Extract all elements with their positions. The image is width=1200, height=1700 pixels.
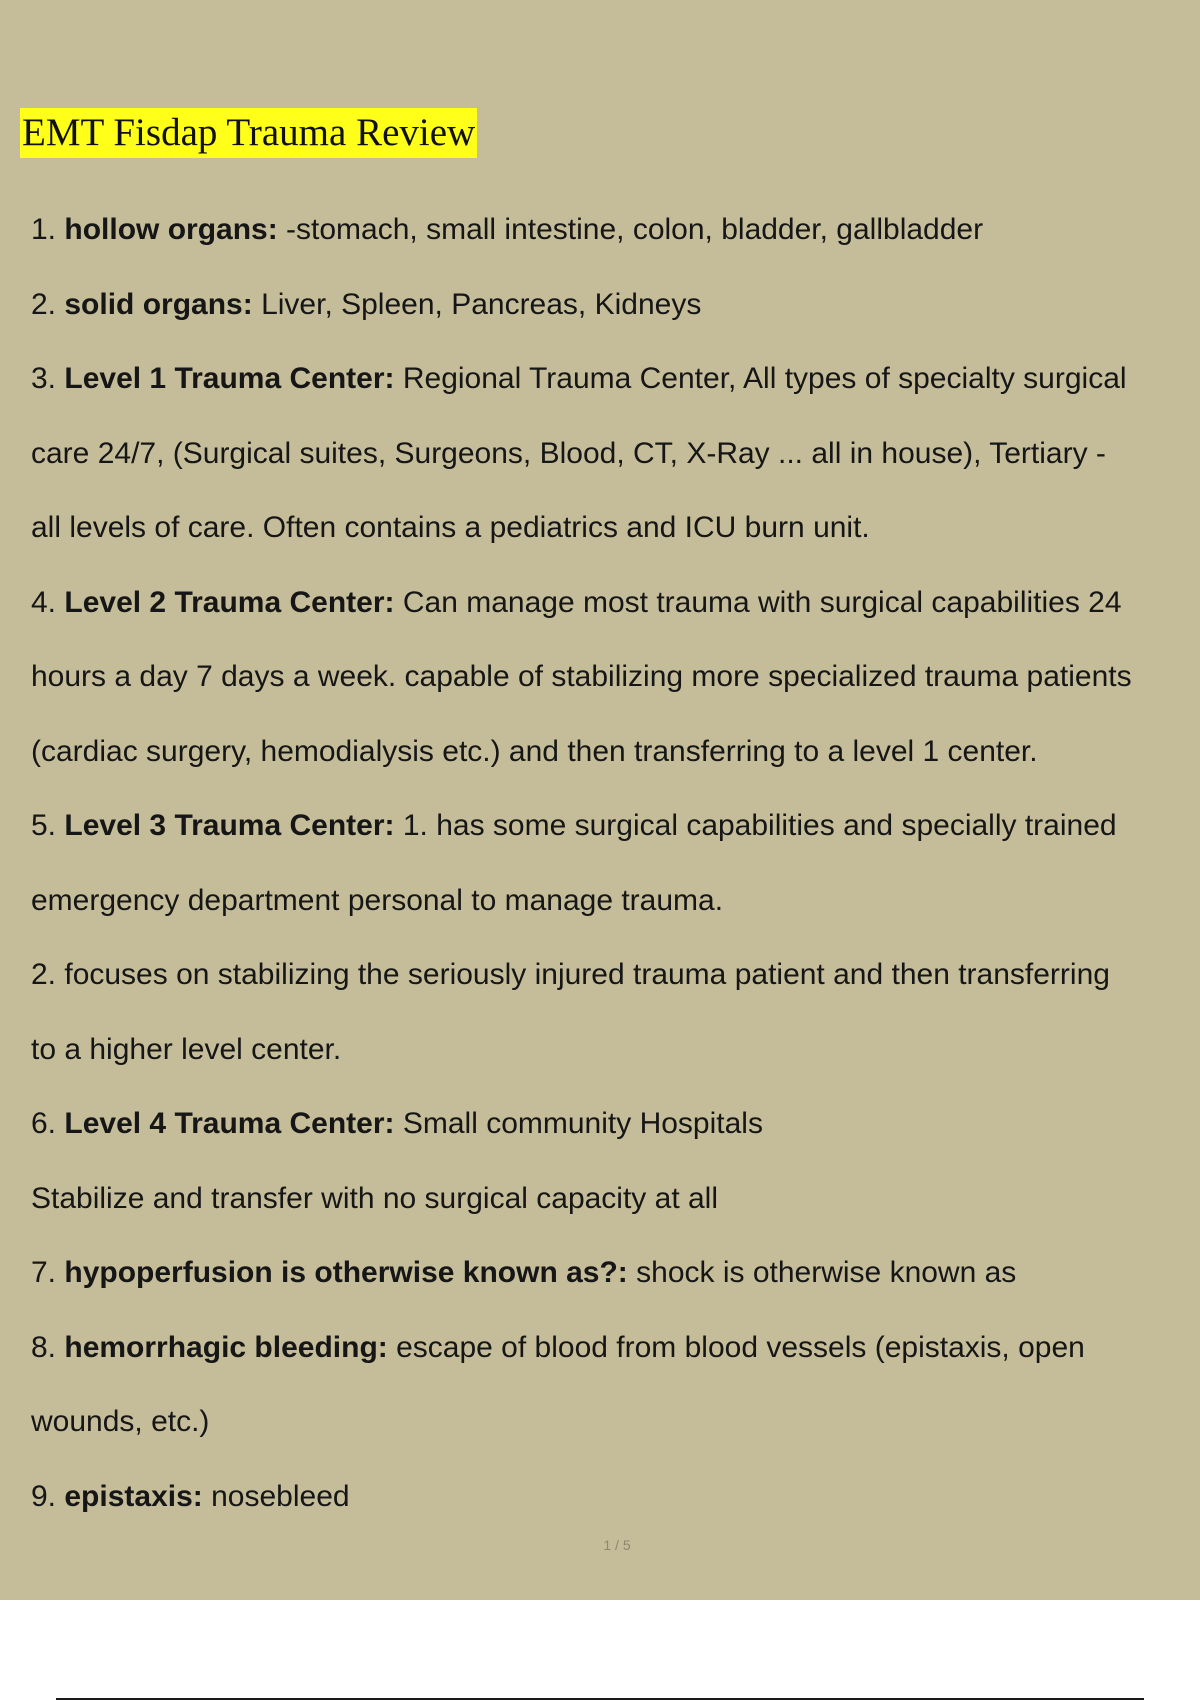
entry-number: 5. <box>31 809 57 842</box>
entry-number: 1. <box>31 213 57 246</box>
entry-2 <box>31 268 1196 343</box>
entry-7 <box>31 1236 1196 1311</box>
entry-definition-continued: Stabilize and transfer with no surgical capacity at all <box>31 1181 719 1215</box>
entry-3 <box>31 342 1196 566</box>
entry-definition: 1. has some surgical capabilities and specially trained <box>394 809 1117 842</box>
entry-definition: nosebleed <box>202 1479 350 1513</box>
flashcard-list <box>31 193 1196 1534</box>
entry-line <box>31 1236 1196 1311</box>
entry-8 <box>31 1311 1196 1460</box>
entry-term: hemorrhagic bleeding: <box>64 1330 388 1364</box>
entry-definition-continued: emergency department personal to manage trauma. <box>31 883 724 917</box>
page-indicator: 1 / 5 <box>603 1537 631 1553</box>
entry-number: 9. <box>31 1479 57 1513</box>
entry-1 <box>31 193 1196 268</box>
entry-line <box>31 1087 1196 1162</box>
entry-4 <box>31 566 1196 790</box>
entry-definition-continued: (cardiac surgery, hemodialysis etc.) and then transferring to a level 1 center. <box>31 734 1038 768</box>
entry-definition-continued: wounds, etc.) <box>31 1405 210 1438</box>
entry-definition: Regional Trauma Center, All types of specialty surgical <box>394 362 1127 395</box>
entry-number: 6. <box>31 1107 57 1140</box>
entry-definition-continued: 2. focuses on stabilizing the seriously injured trauma patient and then transferring <box>31 958 1110 991</box>
entry-9 <box>31 1460 1196 1535</box>
document-title: EMT Fisdap Trauma Review <box>20 108 477 158</box>
entry-term: Level 4 Trauma Center: <box>64 1107 395 1140</box>
entry-line <box>31 342 1196 417</box>
entry-line <box>31 789 1196 864</box>
entry-term: hypoperfusion is otherwise known as?: <box>64 1256 628 1289</box>
entry-5 <box>31 789 1196 1087</box>
entry-term: solid organs: <box>64 287 253 321</box>
entry-term: Level 1 Trauma Center: <box>64 362 395 395</box>
entry-6 <box>31 1087 1196 1236</box>
entry-definition-continued: care 24/7, (Surgical suites, Surgeons, Blood, CT, X-Ray ... all in house), Tertiary - <box>31 436 1106 470</box>
entry-line <box>31 1460 1196 1535</box>
entry-number: 7. <box>31 1256 57 1289</box>
entry-definition: shock is otherwise known as <box>627 1256 1017 1289</box>
entry-definition-continued: hours a day 7 days a week. capable of stabilizing more specialized trauma patients <box>31 660 1132 693</box>
entry-number: 3. <box>31 362 57 395</box>
entry-line <box>31 566 1196 641</box>
entry-line <box>31 268 1196 343</box>
entry-term: Level 3 Trauma Center: <box>64 809 395 842</box>
entry-term: epistaxis: <box>64 1479 203 1513</box>
entry-definition-continued: all levels of care. Often contains a pediatrics and ICU burn unit. <box>31 511 870 544</box>
entry-number: 8. <box>31 1330 57 1364</box>
entry-definition: Small community Hospitals <box>394 1107 763 1140</box>
entry-definition: Can manage most trauma with surgical capabilities 24 <box>394 585 1122 619</box>
entry-line <box>31 1311 1196 1386</box>
entry-line <box>31 193 1196 268</box>
entry-definition: Liver, Spleen, Pancreas, Kidneys <box>252 287 702 321</box>
entry-definition: escape of blood from blood vessels (epistaxis, open <box>387 1330 1085 1364</box>
entry-definition: -stomach, small intestine, colon, bladder, gallbladder <box>277 213 984 246</box>
entry-term: Level 2 Trauma Center: <box>64 585 395 619</box>
entry-term: hollow organs: <box>64 213 278 246</box>
entry-number: 4. <box>31 585 57 619</box>
entry-definition-continued: to a higher level center. <box>31 1032 342 1066</box>
entry-number: 2. <box>31 287 57 321</box>
